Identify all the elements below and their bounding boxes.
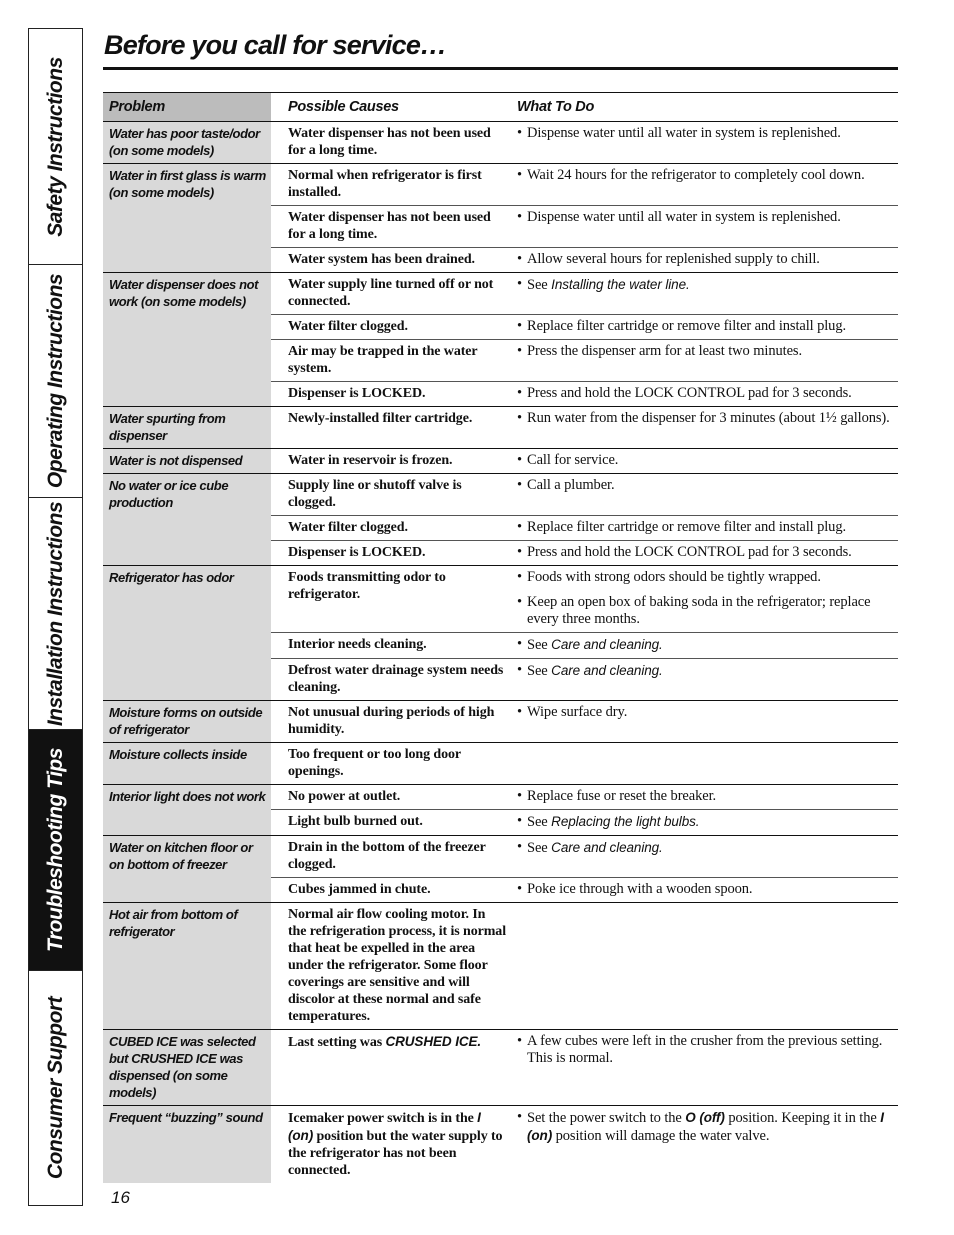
bullet-icon: • xyxy=(517,636,522,652)
bullet-icon: • xyxy=(517,209,522,225)
table-header-row xyxy=(103,93,898,122)
action-item xyxy=(517,662,896,680)
bullet-icon: • xyxy=(517,788,522,804)
cause-cell: Too frequent or too long door openings. xyxy=(271,743,511,785)
bullet-icon: • xyxy=(517,813,522,829)
bullet-icon: • xyxy=(517,410,522,426)
cross-reference: Care and cleaning. xyxy=(551,637,663,652)
table-row xyxy=(103,701,898,743)
tab-operating-instructions[interactable] xyxy=(29,265,82,498)
what-to-do-cell xyxy=(511,836,898,878)
header-problem: Problem xyxy=(103,93,271,122)
section-tab-bar xyxy=(28,28,83,1206)
bullet-icon: • xyxy=(517,477,522,493)
switch-position: O (off) xyxy=(685,1110,725,1125)
cause-cell xyxy=(271,1106,511,1184)
what-to-do-cell xyxy=(511,743,898,785)
what-to-do-cell xyxy=(511,1106,898,1184)
bullet-icon: • xyxy=(517,167,522,183)
bullet-icon: • xyxy=(517,881,522,897)
text-span: position will damage the water valve. xyxy=(552,1128,770,1144)
action-item xyxy=(517,343,896,360)
cause-cell: Dispenser is LOCKED. xyxy=(271,541,511,566)
cause-cell: Water in reservoir is frozen. xyxy=(271,449,511,474)
action-text xyxy=(527,662,663,680)
cause-cell: Water dispenser has not been used for a long time. xyxy=(271,122,511,164)
problem-cell: No water or ice cube production xyxy=(103,474,271,566)
action-text: Call a plumber. xyxy=(527,477,615,493)
cross-reference: CRUSHED ICE. xyxy=(385,1034,482,1049)
action-item xyxy=(517,167,896,184)
table-row xyxy=(103,474,898,516)
problem-cell: Water has poor taste/odor (on some models) xyxy=(103,122,271,164)
cause-cell: Dispenser is LOCKED. xyxy=(271,382,511,407)
cause-cell: No power at outlet. xyxy=(271,785,511,810)
text-span: See xyxy=(527,814,552,830)
text-span: Set the power switch to the xyxy=(527,1110,686,1126)
cross-reference: Installing the water line. xyxy=(551,277,690,292)
what-to-do-cell xyxy=(511,340,898,382)
what-to-do-cell xyxy=(511,659,898,701)
action-text: Press and hold the LOCK CONTROL pad for 3 seconds. xyxy=(527,544,852,560)
header-possible-causes: Possible Causes xyxy=(271,93,511,122)
table-row xyxy=(103,743,898,785)
cause-cell: Interior needs cleaning. xyxy=(271,633,511,659)
cause-cell: Water dispenser has not been used for a long time. xyxy=(271,206,511,248)
action-text: Allow several hours for replenished supply to chill. xyxy=(527,251,820,267)
bullet-icon: • xyxy=(517,251,522,267)
bullet-icon: • xyxy=(517,125,522,141)
tab-consumer-support[interactable] xyxy=(29,971,82,1205)
action-text: Dispense water until all water in system is replenished. xyxy=(527,209,841,225)
text-span: See xyxy=(527,637,552,653)
action-text xyxy=(527,636,663,654)
cause-cell: Defrost water drainage system needs cleaning. xyxy=(271,659,511,701)
table-row xyxy=(103,566,898,633)
what-to-do-cell xyxy=(511,810,898,836)
action-item xyxy=(517,788,896,805)
problem-cell: Water in first glass is warm (on some models) xyxy=(103,164,271,273)
cause-cell: Not unusual during periods of high humidity. xyxy=(271,701,511,743)
what-to-do-cell xyxy=(511,248,898,273)
text-span: See xyxy=(527,840,552,856)
table-row xyxy=(103,164,898,206)
cause-cell: Supply line or shutoff valve is clogged. xyxy=(271,474,511,516)
what-to-do-cell xyxy=(511,516,898,541)
action-text: Foods with strong odors should be tightly wrapped. xyxy=(527,569,821,585)
action-item xyxy=(517,839,896,857)
action-item xyxy=(517,704,896,721)
bullet-icon: • xyxy=(517,519,522,535)
action-text: Replace filter cartridge or remove filter and install plug. xyxy=(527,519,847,535)
action-item xyxy=(517,569,896,586)
table-row xyxy=(103,449,898,474)
problem-cell: Water spurting from dispenser xyxy=(103,407,271,449)
action-item xyxy=(517,452,896,469)
what-to-do-cell xyxy=(511,474,898,516)
cause-cell: Water filter clogged. xyxy=(271,516,511,541)
problem-cell: Water dispenser does not work (on some models) xyxy=(103,273,271,407)
problem-cell: Frequent “buzzing” sound xyxy=(103,1106,271,1184)
table-row xyxy=(103,836,898,878)
action-item xyxy=(517,318,896,335)
bullet-icon: • xyxy=(517,544,522,560)
cross-reference: Care and cleaning. xyxy=(551,840,663,855)
bullet-icon: • xyxy=(517,662,522,678)
action-item xyxy=(517,1033,896,1067)
action-item xyxy=(517,251,896,268)
action-text: Poke ice through with a wooden spoon. xyxy=(527,881,753,897)
action-text xyxy=(527,1109,896,1145)
action-item xyxy=(517,813,896,831)
tab-troubleshooting-tips[interactable] xyxy=(29,730,82,971)
what-to-do-cell xyxy=(511,273,898,315)
table-row xyxy=(103,785,898,810)
action-text: Replace fuse or reset the breaker. xyxy=(527,788,717,804)
what-to-do-cell xyxy=(511,382,898,407)
what-to-do-cell xyxy=(511,122,898,164)
action-text: Replace filter cartridge or remove filter and install plug. xyxy=(527,318,847,334)
action-text: Press and hold the LOCK CONTROL pad for 3 seconds. xyxy=(527,385,852,401)
bullet-icon: • xyxy=(517,276,522,292)
action-text: Run water from the dispenser for 3 minutes (about 1½ gallons). xyxy=(527,410,890,426)
cause-cell: Air may be trapped in the water system. xyxy=(271,340,511,382)
problem-cell: CUBED ICE was selected but CRUSHED ICE was dispensed (on some models) xyxy=(103,1030,271,1106)
switch-position: I (on) xyxy=(527,1110,884,1143)
table-row xyxy=(103,903,898,1030)
action-text: Wipe surface dry. xyxy=(527,704,628,720)
action-item xyxy=(517,209,896,226)
table-row xyxy=(103,407,898,449)
bullet-icon: • xyxy=(517,704,522,720)
tab-label: Operating Instructions xyxy=(43,273,67,489)
text-span: position. Keeping it in the xyxy=(724,1110,881,1126)
cause-cell: Drain in the bottom of the freezer clogged. xyxy=(271,836,511,878)
text-span: position but the water supply to the refrigerator has not been connected. xyxy=(288,1129,503,1178)
bullet-icon: • xyxy=(517,569,522,585)
page-title: Before you call for service… xyxy=(104,30,447,60)
problem-cell: Water on kitchen floor or on bottom of freezer xyxy=(103,836,271,903)
action-item xyxy=(517,410,896,427)
what-to-do-cell xyxy=(511,633,898,659)
problem-cell: Refrigerator has odor xyxy=(103,566,271,701)
action-text xyxy=(527,813,699,831)
page-number: 16 xyxy=(111,1188,130,1207)
what-to-do-cell xyxy=(511,164,898,206)
what-to-do-cell xyxy=(511,315,898,340)
action-text: Press the dispenser arm for at least two minutes. xyxy=(527,343,802,359)
table-row xyxy=(103,1106,898,1184)
action-text xyxy=(527,839,663,857)
what-to-do-cell xyxy=(511,701,898,743)
problem-cell: Hot air from bottom of refrigerator xyxy=(103,903,271,1030)
tab-safety-instructions[interactable] xyxy=(29,29,82,265)
cause-cell xyxy=(271,1030,511,1106)
text-span: Last setting was xyxy=(288,1035,386,1050)
action-item xyxy=(517,519,896,536)
bullet-icon: • xyxy=(517,594,522,610)
title-rule xyxy=(103,67,898,70)
action-text: Wait 24 hours for the refrigerator to completely cool down. xyxy=(527,167,865,183)
cause-cell: Newly-installed filter cartridge. xyxy=(271,407,511,449)
tab-label: Installation Instructions xyxy=(43,501,67,726)
cause-cell: Normal air flow cooling motor. In the refrigeration process, it is normal that heat be expelled in the area under the refrigerator. Some floor coverings are sensitive and will discolor at these normal and safe temperatures. xyxy=(271,903,511,1030)
cause-cell: Water supply line turned off or not connected. xyxy=(271,273,511,315)
what-to-do-cell xyxy=(511,1030,898,1106)
table-row xyxy=(103,273,898,315)
table-row xyxy=(103,1030,898,1106)
cross-reference: Replacing the light bulbs. xyxy=(551,814,700,829)
what-to-do-cell xyxy=(511,903,898,1030)
action-text: Keep an open box of baking soda in the refrigerator; replace every three months. xyxy=(527,594,871,627)
text-span: See xyxy=(527,277,552,293)
cause-cell: Cubes jammed in chute. xyxy=(271,878,511,903)
bullet-icon: • xyxy=(517,1109,522,1125)
cause-cell: Normal when refrigerator is first installed. xyxy=(271,164,511,206)
what-to-do-cell xyxy=(511,206,898,248)
bullet-icon: • xyxy=(517,318,522,334)
what-to-do-cell xyxy=(511,541,898,566)
tab-label: Consumer Support xyxy=(43,996,67,1180)
action-item xyxy=(517,276,896,294)
action-item xyxy=(517,125,896,142)
action-item xyxy=(517,881,896,898)
problem-cell: Moisture collects inside xyxy=(103,743,271,785)
bullet-icon: • xyxy=(517,839,522,855)
action-text xyxy=(527,276,690,294)
header-what-to-do: What To Do xyxy=(511,93,898,122)
what-to-do-cell xyxy=(511,449,898,474)
what-to-do-cell xyxy=(511,785,898,810)
what-to-do-cell xyxy=(511,407,898,449)
cause-cell: Water filter clogged. xyxy=(271,315,511,340)
tab-label: Safety Instructions xyxy=(43,56,67,237)
action-item xyxy=(517,477,896,494)
bullet-icon: • xyxy=(517,1033,522,1049)
cause-cell: Foods transmitting odor to refrigerator. xyxy=(271,566,511,633)
tab-label: Troubleshooting Tips xyxy=(43,748,67,952)
bullet-icon: • xyxy=(517,343,522,359)
action-text: Dispense water until all water in system is replenished. xyxy=(527,125,841,141)
tab-installation-instructions[interactable] xyxy=(29,498,82,730)
action-item xyxy=(517,594,896,628)
what-to-do-cell xyxy=(511,878,898,903)
what-to-do-cell xyxy=(511,566,898,633)
problem-cell: Interior light does not work xyxy=(103,785,271,836)
action-item xyxy=(517,544,896,561)
troubleshooting-table xyxy=(103,92,898,1183)
cross-reference: Care and cleaning. xyxy=(551,663,663,678)
action-item xyxy=(517,1109,896,1145)
bullet-icon: • xyxy=(517,452,522,468)
action-item xyxy=(517,385,896,402)
action-item xyxy=(517,636,896,654)
problem-cell: Moisture forms on outside of refrigerator xyxy=(103,701,271,743)
switch-position: I (on) xyxy=(288,1110,481,1143)
bullet-icon: • xyxy=(517,385,522,401)
problem-cell: Water is not dispensed xyxy=(103,449,271,474)
action-text: Call for service. xyxy=(527,452,619,468)
cause-cell: Water system has been drained. xyxy=(271,248,511,273)
action-text: A few cubes were left in the crusher from the previous setting. This is normal. xyxy=(527,1033,883,1066)
text-span: See xyxy=(527,663,552,679)
text-span: Icemaker power switch is in the xyxy=(288,1111,478,1126)
table-row xyxy=(103,122,898,164)
cause-cell: Light bulb burned out. xyxy=(271,810,511,836)
